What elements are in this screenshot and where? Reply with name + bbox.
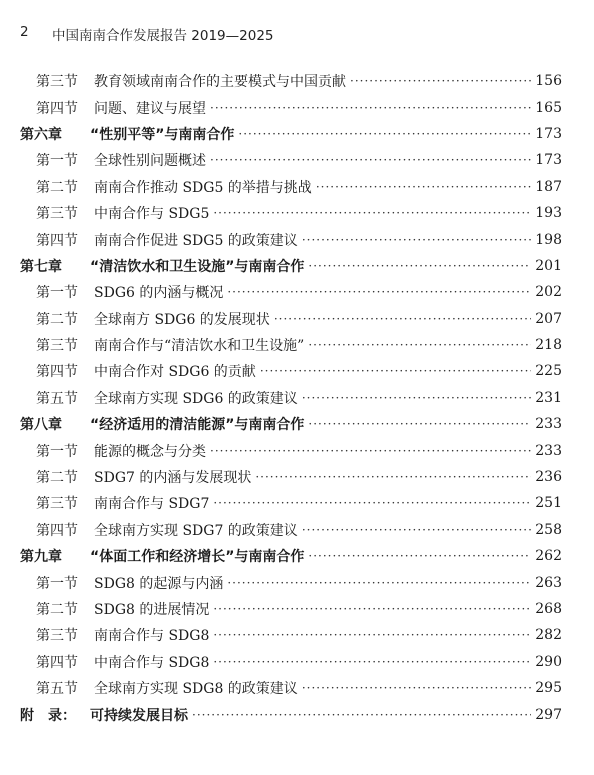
toc-entry-page: 218 xyxy=(535,337,562,354)
toc-entry-label: 第五节 xyxy=(36,390,78,407)
dot-leader xyxy=(213,628,531,642)
toc-chapter-entry[interactable] xyxy=(20,411,562,437)
running-title: 中国南南合作发展报告 2019—2025 xyxy=(52,28,274,44)
toc-section-entry[interactable] xyxy=(20,358,562,384)
page-number: 2 xyxy=(20,24,29,40)
running-header xyxy=(20,24,574,44)
toc-entry-label: 第一节 xyxy=(36,153,78,170)
toc-entry-title: 全球性别问题概述 xyxy=(94,153,206,170)
toc-entry-title: 可持续发展目标 xyxy=(90,707,188,724)
toc-entry-page: 262 xyxy=(535,548,562,565)
dot-leader xyxy=(260,364,531,378)
toc-entry-label: 第四节 xyxy=(36,232,78,249)
toc-entry-page: 156 xyxy=(535,73,562,90)
toc-entry-title: SDG8 的起源与内涵 xyxy=(94,575,224,592)
toc-section-entry[interactable] xyxy=(20,200,562,226)
toc-section-entry[interactable] xyxy=(20,332,562,358)
toc-entry-page: 173 xyxy=(535,125,562,142)
toc-section-entry[interactable] xyxy=(20,226,562,252)
dot-leader xyxy=(192,708,531,722)
toc-entry-label: 第六章 xyxy=(20,126,62,143)
dot-leader xyxy=(227,285,531,299)
toc-section-entry[interactable] xyxy=(20,437,562,463)
toc-section-entry[interactable] xyxy=(20,517,562,543)
dot-leader xyxy=(210,444,531,458)
toc-section-entry[interactable] xyxy=(20,68,562,94)
toc-entry-title: 全球南方实现 SDG7 的政策建议 xyxy=(94,522,298,539)
toc-entry-page: 263 xyxy=(535,574,562,591)
toc-entry-page: 258 xyxy=(535,521,562,538)
toc-section-entry[interactable] xyxy=(20,94,562,120)
toc-entry-label: 第三节 xyxy=(36,338,78,355)
toc-entry-title: “清洁饮水和卫生设施”与南南合作 xyxy=(90,258,305,275)
toc-entry-title: 能源的概念与分类 xyxy=(94,443,206,460)
toc-entry-title: “经济适用的清洁能源”与南南合作 xyxy=(90,417,305,434)
toc-entry-title: 中南合作与 SDG8 xyxy=(94,654,210,671)
toc-entry-page: 201 xyxy=(535,257,562,274)
toc-entry-title: 全球南方实现 SDG6 的政策建议 xyxy=(94,390,298,407)
toc-entry-page: 251 xyxy=(535,495,562,512)
toc-section-entry[interactable] xyxy=(20,649,562,675)
toc-entry-page: 297 xyxy=(535,706,562,723)
toc-entry-title: 中南合作对 SDG6 的贡献 xyxy=(94,364,256,381)
toc-section-entry[interactable] xyxy=(20,675,562,701)
toc-entry-page: 231 xyxy=(535,389,562,406)
toc-section-entry[interactable] xyxy=(20,174,562,200)
toc-entry-label: 第一节 xyxy=(36,575,78,592)
toc-entry-page: 282 xyxy=(535,627,562,644)
toc-entry-page: 202 xyxy=(535,284,562,301)
toc-section-entry[interactable] xyxy=(20,464,562,490)
toc-entry-page: 165 xyxy=(535,99,562,116)
dot-leader xyxy=(213,496,531,510)
toc-section-entry[interactable] xyxy=(20,569,562,595)
dot-leader xyxy=(316,180,531,194)
toc-entry-title: “性别平等”与南南合作 xyxy=(90,126,235,143)
toc-entry-page: 295 xyxy=(535,680,562,697)
toc-entry-label: 第二节 xyxy=(36,179,78,196)
toc-entry-label: 第四节 xyxy=(36,100,78,117)
toc-section-entry[interactable] xyxy=(20,147,562,173)
dot-leader xyxy=(255,470,531,484)
toc-chapter-entry[interactable] xyxy=(20,543,562,569)
toc-section-entry[interactable] xyxy=(20,306,562,332)
toc-chapter-entry[interactable] xyxy=(20,701,562,727)
dot-leader xyxy=(213,655,531,669)
toc-entry-label: 第四节 xyxy=(36,654,78,671)
dot-leader xyxy=(308,417,531,431)
toc-entry-label: 第四节 xyxy=(36,364,78,381)
toc-entry-page: 236 xyxy=(535,469,562,486)
toc-entry-page: 233 xyxy=(535,442,562,459)
toc-entry-title: 中南合作与 SDG5 xyxy=(94,206,210,223)
dot-leader xyxy=(308,259,531,273)
toc-entry-title: SDG7 的内涵与发展现状 xyxy=(94,470,252,487)
toc-entry-title: 问题、建议与展望 xyxy=(94,100,206,117)
table-of-contents xyxy=(20,68,562,728)
toc-section-entry[interactable] xyxy=(20,622,562,648)
toc-entry-page: 233 xyxy=(535,416,562,433)
toc-entry-title: SDG6 的内涵与概况 xyxy=(94,285,224,302)
toc-entry-label: 第三节 xyxy=(36,74,78,91)
toc-entry-label: 第七章 xyxy=(20,258,62,275)
toc-entry-page: 198 xyxy=(535,231,562,248)
dot-leader xyxy=(213,206,531,220)
toc-entry-label: 第四节 xyxy=(36,522,78,539)
toc-entry-label: 第八章 xyxy=(20,417,62,434)
toc-entry-page: 187 xyxy=(535,178,562,195)
toc-entry-title: 南南合作推动 SDG5 的举措与挑战 xyxy=(94,179,312,196)
dot-leader xyxy=(302,391,531,405)
toc-entry-title: 南南合作与 SDG7 xyxy=(94,496,210,513)
dot-leader xyxy=(213,602,531,616)
dot-leader xyxy=(302,523,531,537)
toc-section-entry[interactable] xyxy=(20,385,562,411)
toc-entry-label: 第三节 xyxy=(36,628,78,645)
dot-leader xyxy=(210,101,531,115)
toc-entry-title: SDG8 的进展情况 xyxy=(94,602,210,618)
dot-leader xyxy=(210,153,531,167)
toc-chapter-entry[interactable] xyxy=(20,121,562,147)
dot-leader xyxy=(308,338,531,352)
toc-entry-page: 268 xyxy=(535,601,562,617)
toc-entry-label: 第一节 xyxy=(36,443,78,460)
toc-section-entry[interactable] xyxy=(20,490,562,516)
toc-entry-title: 全球南方实现 SDG8 的政策建议 xyxy=(94,681,298,698)
toc-entry-title: “体面工作和经济增长”与南南合作 xyxy=(90,549,305,566)
dot-leader xyxy=(238,127,531,141)
toc-entry-label: 第五节 xyxy=(36,681,78,698)
toc-entry-title: 全球南方 SDG6 的发展现状 xyxy=(94,311,270,328)
toc-entry-label: 第二节 xyxy=(36,470,78,487)
toc-chapter-entry[interactable] xyxy=(20,253,562,279)
toc-entry-title: 南南合作促进 SDG5 的政策建议 xyxy=(94,232,298,249)
toc-entry-page: 225 xyxy=(535,363,562,380)
toc-entry-label: 第三节 xyxy=(36,496,78,513)
toc-entry-label: 附 录： xyxy=(20,707,76,724)
dot-leader xyxy=(302,233,531,247)
dot-leader xyxy=(308,549,531,563)
toc-entry-title: 教育领域南南合作的主要模式与中国贡献 xyxy=(94,74,346,91)
toc-entry-page: 290 xyxy=(535,653,562,670)
toc-entry-page: 193 xyxy=(535,205,562,222)
toc-section-entry[interactable] xyxy=(20,279,562,305)
toc-entry-label: 第二节 xyxy=(36,602,78,618)
toc-entry-label: 第一节 xyxy=(36,285,78,302)
dot-leader xyxy=(227,576,531,590)
toc-entry-page: 173 xyxy=(535,152,562,169)
dot-leader xyxy=(274,312,531,326)
toc-entry-label: 第二节 xyxy=(36,311,78,328)
toc-entry-title: 南南合作与“清洁饮水和卫生设施” xyxy=(94,338,305,355)
toc-entry-page: 207 xyxy=(535,310,562,327)
toc-entry-label: 第九章 xyxy=(20,549,62,566)
toc-entry-label: 第三节 xyxy=(36,206,78,223)
dot-leader xyxy=(302,681,531,695)
toc-entry-title: 南南合作与 SDG8 xyxy=(94,628,210,645)
toc-section-entry[interactable] xyxy=(20,596,562,622)
dot-leader xyxy=(350,74,531,88)
